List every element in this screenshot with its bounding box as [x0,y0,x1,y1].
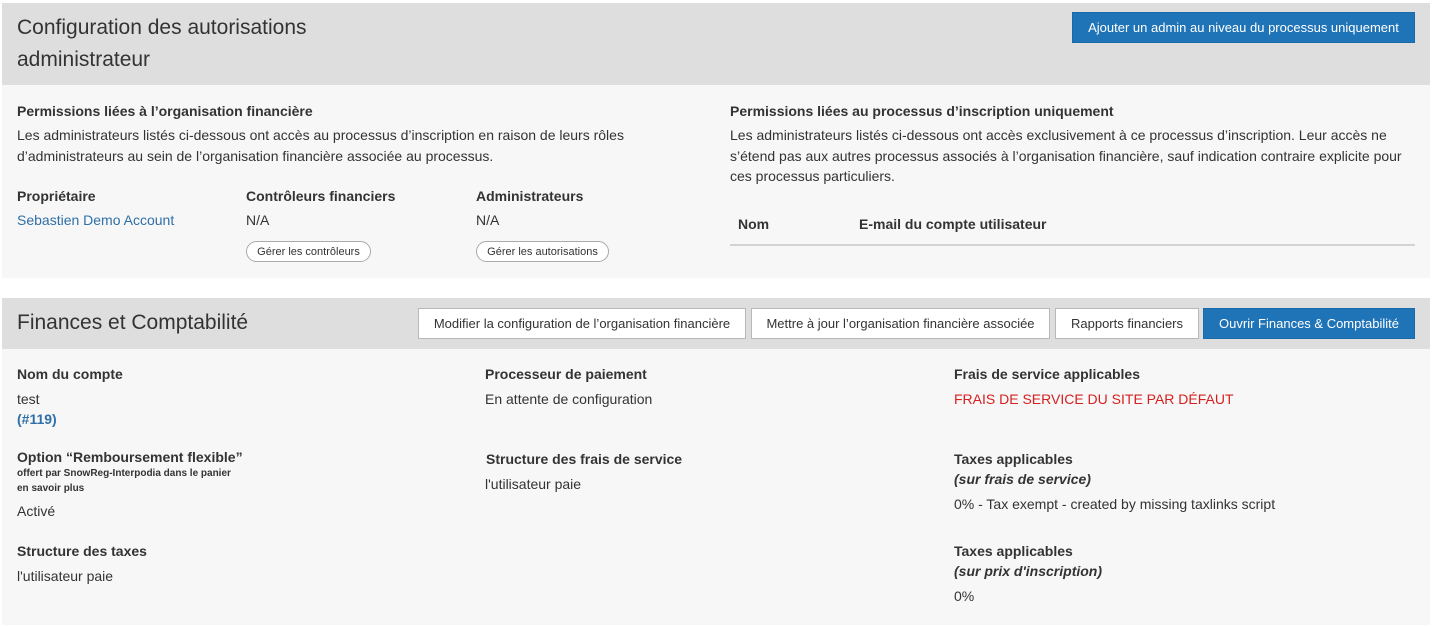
payment-processor-label: Processeur de paiement [485,366,647,382]
learn-more-link[interactable]: en savoir plus [17,483,85,494]
process-only-permissions-heading: Permissions liées au processus d’inscription uniquement [730,103,1114,119]
add-process-admin-button[interactable]: Ajouter un admin au niveau du processus uniquement [1072,12,1415,43]
payment-processor-value: En attente de configuration [485,391,653,407]
column-header-name[interactable]: Nom [738,216,770,232]
finance-accounting-panel [2,298,1430,625]
owner-link[interactable]: Sebastien Demo Account [17,212,175,228]
update-financial-org-button[interactable]: Mettre à jour l’organisation financière associée [751,308,1050,339]
service-fee-structure-value: l'utilisateur paie [485,476,582,492]
tax-structure-value: l'utilisateur paie [17,568,114,584]
taxes-on-price-sub: (sur prix d'inscription) [954,563,1103,579]
account-name-value: test [17,391,40,407]
administrators-value: N/A [476,212,500,228]
applicable-fees-label: Frais de service applicables [954,366,1140,382]
taxes-on-fees-value: 0% - Tax exempt - created by missing taxlinks script [954,496,1276,512]
panel-header [2,3,1430,85]
taxes-on-fees-label: Taxes applicables [954,451,1073,467]
admin-permissions-panel [2,3,1430,278]
financial-controllers-value: N/A [246,212,270,228]
service-fee-structure-label: Structure des frais de service [486,451,683,467]
tax-structure-label: Structure des taxes [17,543,147,559]
account-name-label: Nom du compte [17,366,123,382]
manage-permissions-button[interactable]: Gérer les autorisations [476,241,609,262]
panel-header [2,298,1430,349]
modify-financial-org-config-button[interactable]: Modifier la configuration de l’organisation financière [418,308,746,339]
manage-controllers-button[interactable]: Gérer les contrôleurs [246,241,371,262]
flex-refund-offered-text: offert par SnowReg-Interpodia dans le panier [17,468,231,479]
financial-org-description: Les administrateurs listés ci-dessous ont accès au processus d’inscription en raison de leurs rôles d’administrateurs au sein de l’organisation financière associée au processus. [17,127,624,164]
column-header-email[interactable]: E-mail du compte utilisateur [859,216,1047,232]
taxes-on-fees-sub: (sur frais de service) [954,471,1091,487]
taxes-on-price-label: Taxes applicables [954,543,1073,559]
administrators-label: Administrateurs [476,188,584,204]
account-id: (#119) [17,411,57,427]
panel-title: Finances et Comptabilité [17,311,249,334]
process-only-description: Les administrateurs listés ci-dessous ont accès exclusivement à ce processus d’inscription. Leur accès ne s’étend pas aux autres processus associés à l’organisation financière, sauf indication contraire explicite pour ces processus particuliers. [730,127,1402,184]
applicable-fees-value: FRAIS DE SERVICE DU SITE PAR DÉFAUT [954,391,1234,407]
owner-label: Propriétaire [17,188,96,204]
financial-reports-button[interactable]: Rapports financiers [1055,308,1199,339]
taxes-on-price-value: 0% [954,588,975,604]
table-header-divider [730,244,1415,246]
panel-title: Configuration des autorisations administrateur [17,16,307,71]
financial-controllers-label: Contrôleurs financiers [246,188,396,204]
flex-refund-label: Option “Remboursement flexible” [17,449,243,465]
open-finance-accounting-button[interactable]: Ouvrir Finances & Comptabilité [1203,308,1415,339]
financial-org-permissions-heading: Permissions liées à l’organisation financière [17,103,313,119]
flex-refund-value: Activé [17,503,56,519]
